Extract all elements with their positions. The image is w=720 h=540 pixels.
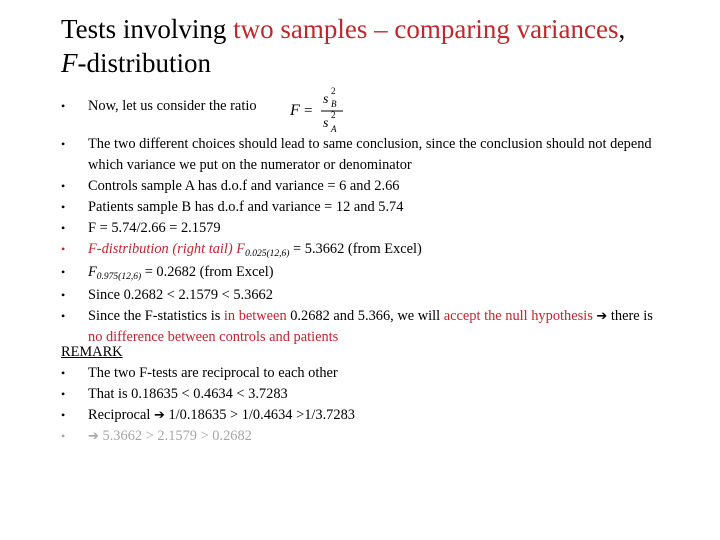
- bullet-choices: • The two different choices should lead to same conclusion, since the conclusion should not depend which variance we put on the numerator or denominator: [61, 136, 652, 173]
- svg-text:2: 2: [331, 110, 336, 120]
- bullet-controls: • Controls sample A has d.o.f and variance = 6 and 2.66: [61, 178, 400, 194]
- arrow-icon: ➔: [153, 408, 165, 423]
- remark-heading: REMARK: [61, 344, 123, 360]
- bullet-ratio: • Now, let us consider the ratio: [61, 98, 257, 114]
- ratio-intro-text: Now, let us consider the ratio: [88, 98, 257, 114]
- arrow-icon: ➔: [88, 429, 99, 444]
- svg-text:=: =: [304, 103, 313, 119]
- formula-f: F: [290, 102, 300, 119]
- svg-text:A: A: [331, 124, 337, 134]
- remark-item-faded: • ➔ 5.3662 > 2.1579 > 0.2682: [61, 428, 252, 444]
- bullet-f-value: • F = 5.74/2.66 = 2.1579: [61, 220, 221, 236]
- remark-item: • Reciprocal ➔ 1/0.18635 > 1/0.4634 >1/3.7283: [61, 407, 355, 423]
- bullet-right-tail: • F-distribution (right tail) $F_{0.025(12,6)} = 5.3662$ (from Excel): [61, 241, 422, 259]
- bullet-patients: • Patients sample B has d.o.f and variance = 12 and 5.74: [61, 199, 404, 215]
- bullet-left-tail: • $F_{0.975(12,6)} = 0.2682$ (from Excel): [61, 264, 274, 282]
- main-bullets: [61, 134, 661, 348]
- svg-text:B: B: [331, 99, 337, 109]
- slide-title: Tests involving two samples – comparing variances, F-distribution: [61, 14, 626, 78]
- title-highlight: two samples – comparing variances: [233, 14, 619, 44]
- svg-text:2: 2: [331, 86, 336, 96]
- arrow-icon: ➔: [596, 309, 608, 324]
- remark-section: [61, 342, 661, 447]
- remark-item: • That is 0.18635 < 0.4634 < 3.7283: [61, 386, 288, 402]
- remark-item: • The two F-tests are reciprocal to each other: [61, 365, 338, 381]
- numerator-s: s: [323, 92, 329, 107]
- bullet-since: • Since 0.2682 < 2.1579 < 5.3662: [61, 287, 273, 303]
- denominator-s: s: [323, 116, 329, 131]
- bullet-conclusion: • Since the F-statistics is in between 0.2682 and 5.366, we will accept the null hypothesis ➔ there is no difference between controls and patients: [61, 308, 653, 345]
- variance-ratio-formula: [288, 84, 358, 136]
